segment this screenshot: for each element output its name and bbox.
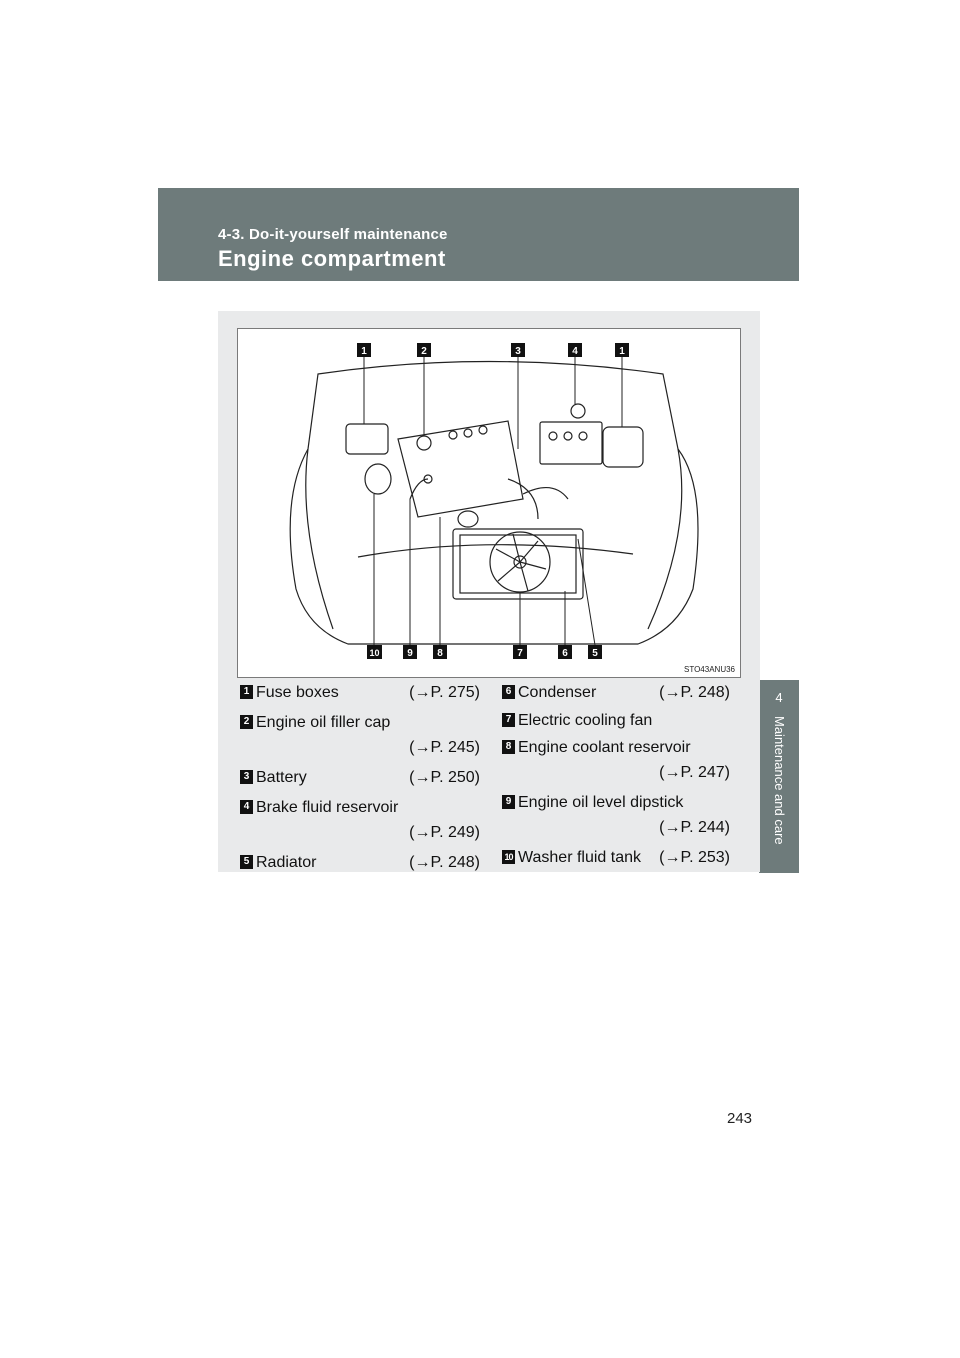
engine-compartment-illustration bbox=[237, 328, 741, 678]
callout-7: 7 bbox=[517, 648, 523, 659]
page-title: Engine compartment bbox=[218, 246, 446, 271]
left-fuse-box bbox=[346, 424, 388, 454]
page-number: 243 bbox=[727, 1110, 753, 1127]
legend-item bbox=[502, 708, 730, 733]
legend-marker: 3 bbox=[240, 770, 253, 784]
legend-item bbox=[240, 765, 480, 790]
bottom-callouts bbox=[367, 645, 602, 659]
legend-item bbox=[240, 680, 480, 705]
legend-item bbox=[240, 795, 480, 845]
page-reference: (→P. 245) bbox=[409, 739, 480, 756]
legend-name: Fuse boxes bbox=[256, 684, 339, 701]
page-reference: (→P. 249) bbox=[409, 824, 480, 841]
right-fender bbox=[648, 449, 682, 629]
coolant-reservoir bbox=[458, 511, 478, 527]
legend-name: Condenser bbox=[518, 684, 597, 701]
legend-item bbox=[240, 710, 480, 760]
legend-marker: 2 bbox=[240, 715, 253, 729]
legend-name: Engine coolant reservoir bbox=[518, 739, 691, 756]
callout-1-left: 1 bbox=[361, 346, 367, 357]
callout-8: 8 bbox=[437, 648, 443, 659]
callout-5: 5 bbox=[592, 648, 598, 659]
top-callouts bbox=[357, 343, 629, 357]
legend-right-column bbox=[502, 680, 730, 870]
legend-name: Brake fluid reservoir bbox=[256, 799, 399, 816]
legend-item bbox=[502, 790, 730, 840]
legend-item bbox=[502, 735, 730, 785]
legend-item bbox=[502, 845, 730, 870]
figure-code: STO43ANU36 bbox=[684, 665, 735, 674]
legend-marker: 7 bbox=[502, 713, 515, 727]
engine-block bbox=[398, 421, 523, 517]
callout-1-right: 1 bbox=[619, 346, 625, 357]
section-title: 4-3. Do-it-yourself maintenance bbox=[218, 226, 448, 243]
legend-marker: 8 bbox=[502, 740, 515, 754]
callout-2: 2 bbox=[421, 346, 427, 357]
oil-filler-cap bbox=[417, 436, 431, 450]
legend-marker: 10 bbox=[502, 850, 515, 864]
legend-marker: 1 bbox=[240, 685, 253, 699]
chapter-number: 4 bbox=[775, 690, 783, 705]
legend-marker: 9 bbox=[502, 795, 515, 809]
washer-fluid-tank bbox=[365, 464, 391, 494]
page-reference: (→P. 275) bbox=[409, 684, 480, 701]
legend-marker: 5 bbox=[240, 855, 253, 869]
legend-name: Battery bbox=[256, 769, 307, 786]
legend-marker: 4 bbox=[240, 800, 253, 814]
callout-10: 10 bbox=[369, 648, 380, 658]
section-header bbox=[158, 188, 799, 281]
legend-marker: 6 bbox=[502, 685, 515, 699]
legend-left-column bbox=[240, 680, 480, 875]
callout-4: 4 bbox=[572, 346, 578, 357]
legend-name: Radiator bbox=[256, 854, 317, 871]
callout-6: 6 bbox=[562, 648, 568, 659]
page-reference: (→P. 248) bbox=[409, 854, 480, 871]
brake-fluid-reservoir bbox=[571, 404, 585, 418]
engine-drawing bbox=[238, 329, 742, 679]
battery bbox=[540, 422, 602, 464]
legend-name: Washer fluid tank bbox=[518, 849, 642, 866]
callout-3: 3 bbox=[515, 346, 521, 357]
hood-outline bbox=[290, 362, 698, 645]
legend-name: Engine oil level dipstick bbox=[518, 794, 684, 811]
chapter-tab bbox=[759, 680, 799, 873]
legend-name: Electric cooling fan bbox=[518, 712, 653, 729]
page-reference: (→P. 250) bbox=[409, 769, 480, 786]
page-reference: (→P. 248) bbox=[659, 684, 730, 701]
legend-item bbox=[240, 850, 480, 875]
legend-name: Engine oil filler cap bbox=[256, 714, 391, 731]
legend-item bbox=[502, 680, 730, 705]
callout-9: 9 bbox=[407, 648, 413, 659]
chapter-label: Maintenance and care bbox=[772, 716, 787, 845]
page-reference: (→P. 247) bbox=[659, 764, 730, 781]
page-reference: (→P. 244) bbox=[659, 819, 730, 836]
left-fender bbox=[306, 449, 333, 629]
page-reference: (→P. 253) bbox=[659, 849, 730, 866]
right-fuse-box bbox=[603, 427, 643, 467]
front-bumper-line bbox=[358, 545, 633, 557]
